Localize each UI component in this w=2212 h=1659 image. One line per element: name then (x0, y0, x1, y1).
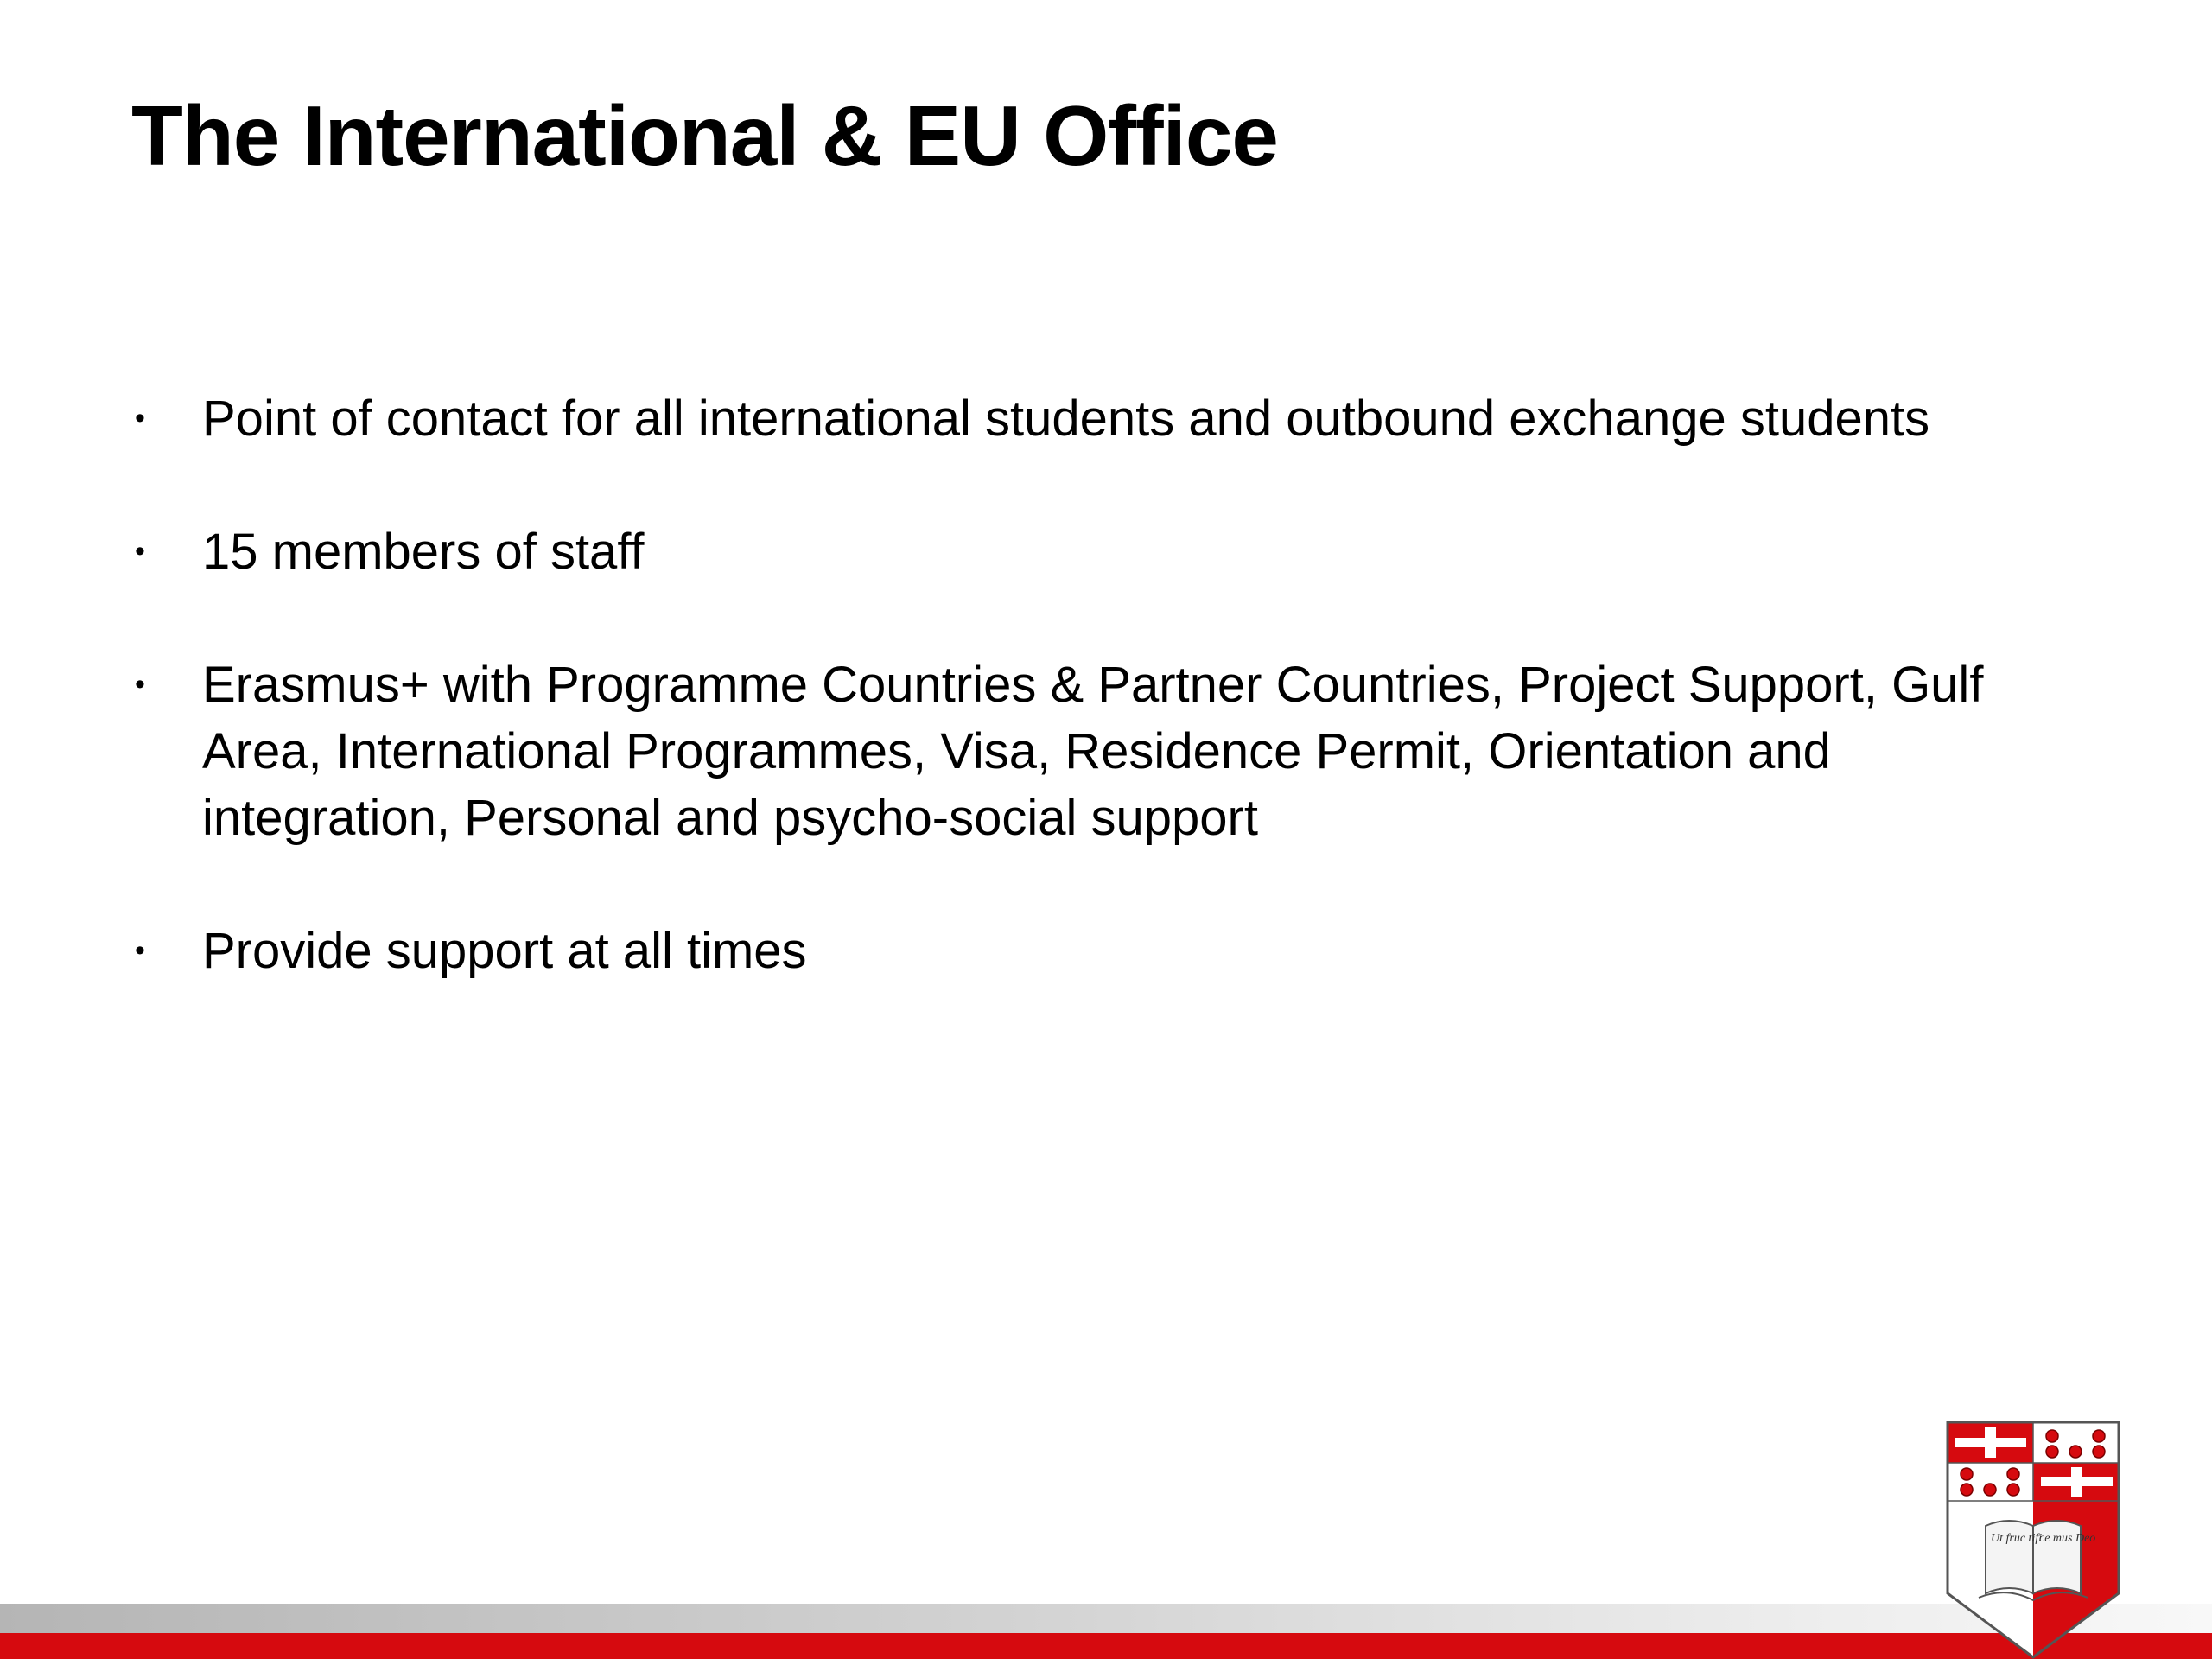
footer-gray-band (0, 1604, 2212, 1633)
bullet-text: Provide support at all times (202, 923, 807, 979)
bullet-item (131, 918, 2084, 984)
bullet-text: Point of contact for all international students and outbound exchange students (202, 391, 1930, 447)
bullet-icon: • (135, 535, 145, 568)
bullet-text: Erasmus+ with Programme Countries & Partner Countries, Project Support, Gulf Area, International Programmes, Visa, Residence Permit, Orientation and integration, Personal and psycho-social support (202, 657, 1984, 846)
footer-red-band (0, 1633, 2212, 1659)
crest-motto-left: Ut fruc tifi (1991, 1532, 2043, 1545)
bullet-item (131, 518, 2084, 585)
bullet-icon: • (135, 402, 145, 435)
crest-motto-right: ce mus Deo (2039, 1532, 2096, 1545)
university-crest-icon (1946, 1421, 2120, 1659)
bullet-text: 15 members of staff (202, 524, 645, 580)
bullet-item (131, 385, 2084, 452)
bullet-icon: • (135, 668, 145, 701)
slide-title: The International & EU Office (131, 88, 1278, 183)
bullet-item (131, 652, 2084, 851)
bullet-icon: • (135, 934, 145, 967)
bullet-list (131, 385, 2084, 1051)
